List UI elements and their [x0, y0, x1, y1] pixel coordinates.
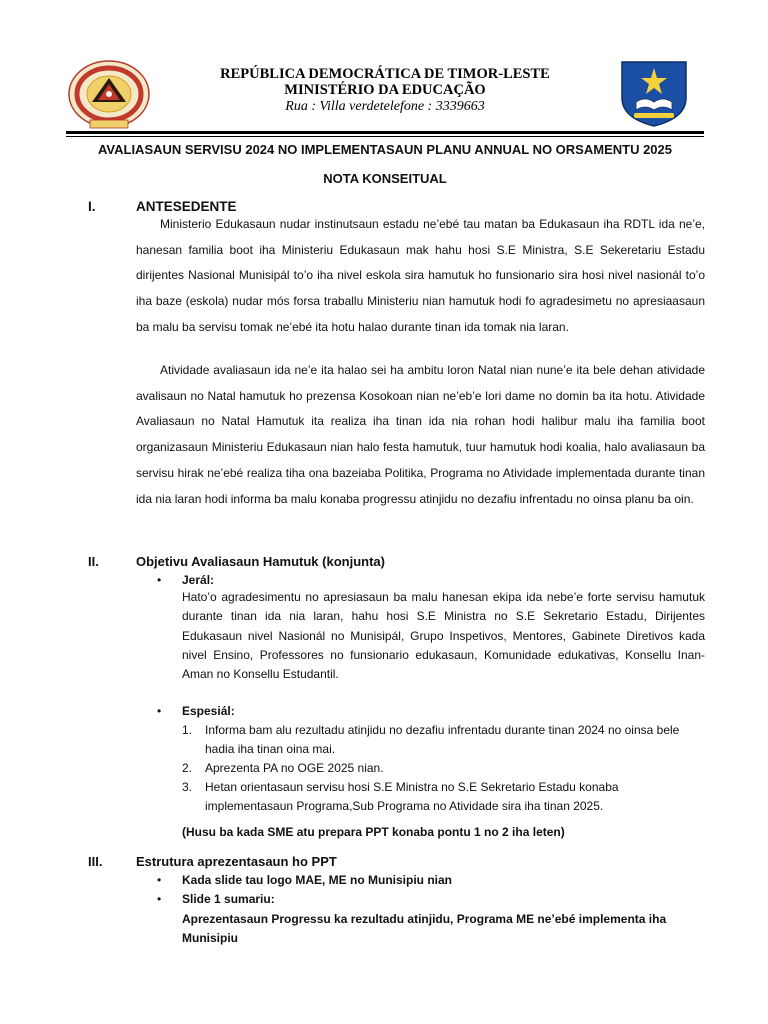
geral-label: Jerál: — [182, 573, 215, 587]
list-number: 3. — [182, 780, 193, 794]
section-1-heading: ANTESEDENTE — [136, 199, 237, 214]
list-number: 2. — [182, 761, 193, 775]
section-2-number: II. — [88, 554, 99, 569]
header-ministry: MINISTÉRIO DA EDUCAÇÃO — [284, 82, 486, 98]
bullet-icon: • — [157, 892, 162, 906]
geral-text: Hato’o agradesimentu no apresiasaun ba malu hanesan ekipa ida nebe’e forte servisu hamutuk durante tinan ida nia laran, hahu hosi S.E Ministra no S.E Sekretario Estadu, Dirijentes Edukasaun nivel Nasionál no Munisipál, Grupo Inspetivos, Mentores, Gabinete Diretivos kada nivel Ensino, Professores no funsionario edukasaun, Komunidade edukativas, Konsellu Inan-Aman no Konsellu Estudantil. — [182, 590, 705, 682]
list-text: Hetan orientasaun servisu hosi S.E Ministra no S.E Sekretario Estadu konaba implementasaun Programa,Sub Programa no Atividade sira iha tinan 2025. — [205, 780, 619, 813]
education-shield-icon — [618, 58, 690, 128]
section-1-number: I. — [88, 199, 96, 214]
bullet-icon: • — [157, 704, 162, 718]
list-text: Informa bam alu rezultadu atinjidu no dezafiu infrentadu durante tinan 2024 no oinsa bele hadia iha tinan oina mai. — [205, 723, 680, 756]
section-3-heading: Estrutura aprezentasaun ho PPT — [136, 854, 337, 869]
document-subtitle: NOTA KONSEITUAL — [323, 171, 447, 186]
header-address: Rua : Villa verdetelefone : 3339663 — [285, 99, 485, 114]
section-2-heading: Objetivu Avaliasaun Hamutuk (konjunta) — [136, 554, 385, 569]
section-3-bullet-2: Slide 1 sumariu: — [182, 892, 275, 906]
bullet-icon: • — [157, 873, 162, 887]
list-text: Aprezenta PA no OGE 2025 nian. — [205, 761, 384, 775]
timor-leste-emblem-icon — [66, 60, 152, 132]
section-3-bullet-1: Kada slide tau logo MAE, ME no Munisipiu nian — [182, 873, 453, 887]
header-country: REPÚBLICA DEMOCRÁTICA DE TIMOR-LESTE — [220, 66, 550, 82]
section-3-bullet-2-text: Aprezentasaun Progressu ka rezultadu atinjidu, Programa ME ne’ebé implementa iha Munisipiu — [182, 912, 667, 946]
section-2-note: (Husu ba kada SME atu prepara PPT konaba pontu 1 no 2 iha leten) — [182, 825, 565, 839]
header-rule-thin — [66, 136, 704, 137]
section-3-number: III. — [88, 854, 103, 869]
especial-label: Espesiál: — [182, 704, 235, 718]
document-title: AVALIASAUN SERVISU 2024 NO IMPLEMENTASAUN PLANU ANNUAL NO ORSAMENTU 2025 — [97, 142, 672, 157]
section-1-paragraph-2: Atividade avaliasaun ida ne’e ita halao sei ha ambitu loron Natal nian nune’e ita bele dehan atividade avalisaun no Natal hamutuk ho prezensa Kosokoan nian ne’eb’e lori dame no domin ba ita hotu. Atividade Avaliasaun no Natal Hamutuk ita realiza iha tinan ida nia rohan hodi halibur malu iha familia boot organizasaun Ministeriu Edukasaun nian halo festa hamutuk, tuur hamutuk hodi koalia, halo avaliasaun ba servisu hirak ne’ebé realiza tiha ona bazeiaba Politika, Programa no Atividade implementada durante tinan ida nia laran hodi informa ba malu konaba progressu atinjidu no dezafiu infrentadu no oinsa planu ba oin. — [136, 363, 705, 506]
header-rule-thick — [66, 131, 704, 134]
section-1-paragraph-1: Ministerio Edukasaun nudar instinutsaun estadu ne’ebé tau matan ba Edukasaun iha RDTL ida ne’e, hanesan familia boot iha Ministeriu Edukasaun mak hahu hosi S.E Ministra, S.E Sekeretariu Estadu dirijentes Nasional Munisipál to’o iha nivel eskola sira hamutuk ho funsionario sira hosi nivel nasionál to’o iha baze (eskola) nudar mós forsa traballu Ministeriu nian hamutuk hodi fo agradesimetu no apresiaasaun ba malu ba servisu tomak ne’ebé ita hotu halao durante tinan ida tomak nia laran. — [136, 217, 705, 334]
list-number: 1. — [182, 723, 193, 737]
bullet-icon: • — [157, 573, 162, 587]
